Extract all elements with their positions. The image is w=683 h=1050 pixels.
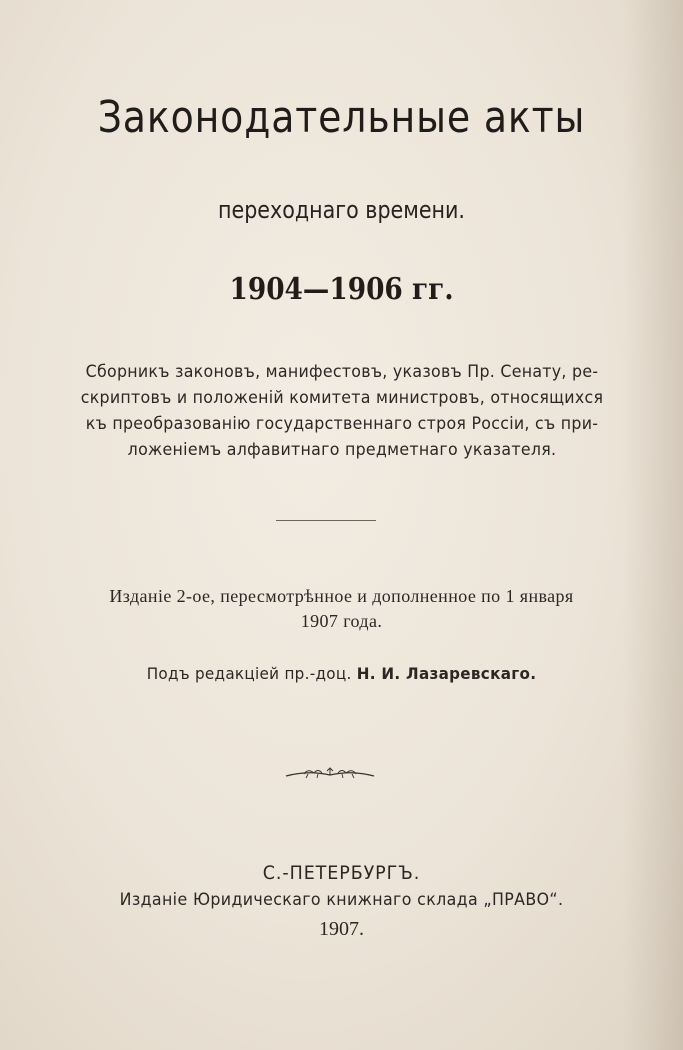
description-line: скриптовъ и положенiй комитета министровъ, относящихся xyxy=(80,388,604,408)
editor-prefix: Подъ редакцiей пр.-доц. xyxy=(146,664,352,683)
divider-rule xyxy=(276,520,376,521)
imprint-year: 1907. xyxy=(319,918,364,940)
book-years: 1904—1906 гг. xyxy=(229,272,454,307)
floral-ornament-icon xyxy=(284,764,376,784)
book-subtitle: переходнаго времени. xyxy=(217,196,465,224)
editor-name: Н. И. Лазаревскаго. xyxy=(356,664,537,683)
edition-line: 1907 года. xyxy=(300,611,383,631)
imprint-city: С.-ПЕТЕРБУРГЪ. xyxy=(262,862,421,884)
description-line: ложенiемъ алфавитнаго предметнаго указателя. xyxy=(127,440,557,460)
editor-credit xyxy=(17,664,666,683)
imprint-publisher: Изданiе Юридическаго книжнаго склада „ПРАВО“. xyxy=(119,890,564,910)
edition-note xyxy=(0,584,683,634)
description-line: къ преобразованiю государственнаго строя Россiи, съ при- xyxy=(85,414,599,434)
edition-line: Изданiе 2-ое, пересмотрѣнное и дополненное по 1 января xyxy=(109,586,574,606)
description-line: Сборникъ законовъ, манифестовъ, указовъ Пр. Сенату, ре- xyxy=(85,362,599,382)
book-title: Законодательные акты xyxy=(97,92,586,143)
description-paragraph xyxy=(40,359,644,463)
